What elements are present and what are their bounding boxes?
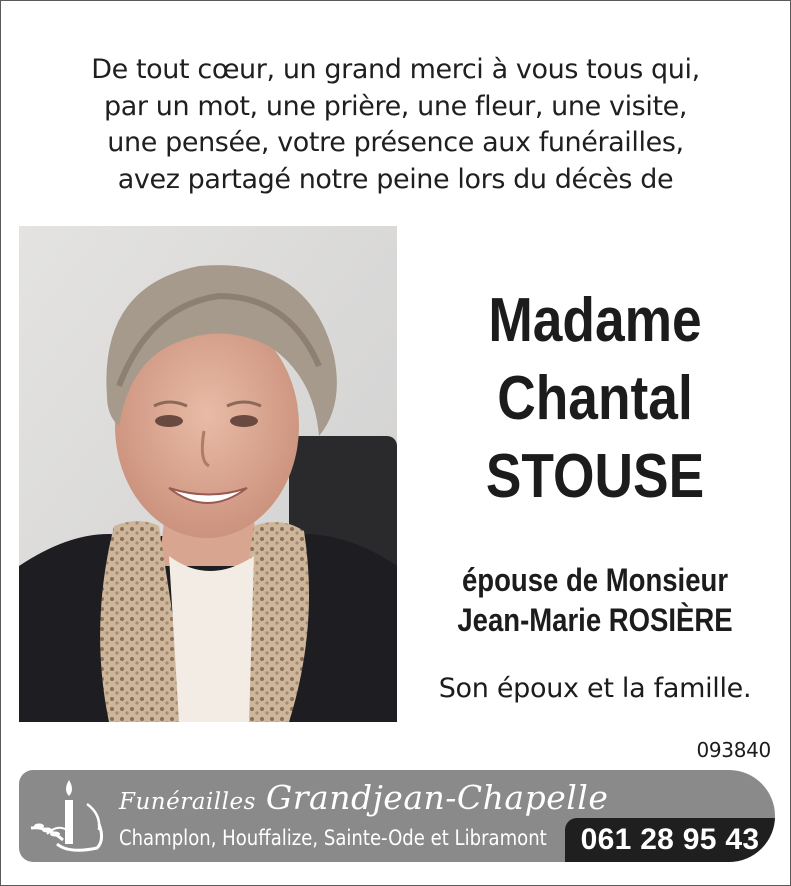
name-last: STOUSE <box>485 442 705 511</box>
thank-you-line: avez partagé notre peine lors du décès de <box>117 163 674 195</box>
phone-number: 061 28 95 43 <box>565 818 775 862</box>
name-first: Chantal <box>497 364 693 433</box>
brand-prefix: Funérailles <box>119 789 256 815</box>
portrait-illustration <box>19 226 397 722</box>
family-signature: Son époux et la famille. <box>438 673 752 704</box>
thank-you-line: une pensée, votre présence aux funérailles, <box>107 127 684 158</box>
thank-you-line: par un mot, une prière, une fleur, une visite, <box>103 90 688 122</box>
spouse-line: épouse de Monsieur <box>461 562 729 598</box>
thank-you-text <box>20 52 771 198</box>
funeral-home-locations: Champlon, Houffalize, Sainte-Ode et Libramont <box>119 826 547 850</box>
funeral-home-name <box>119 778 608 817</box>
portrait-photo <box>19 226 397 722</box>
spouse-info <box>432 560 759 640</box>
deceased-name <box>432 282 759 516</box>
thank-you-line: De tout cœur, un grand merci à vous tous qui, <box>91 54 700 85</box>
name-title: Madame <box>488 286 702 355</box>
reference-number: 093840 <box>696 738 771 762</box>
brand-name: Grandjean-Chapelle <box>265 778 609 817</box>
funeral-home-banner <box>19 770 775 862</box>
spouse-line: Jean-Marie ROSIÈRE <box>457 602 733 638</box>
candle-wheat-icon <box>27 774 113 858</box>
